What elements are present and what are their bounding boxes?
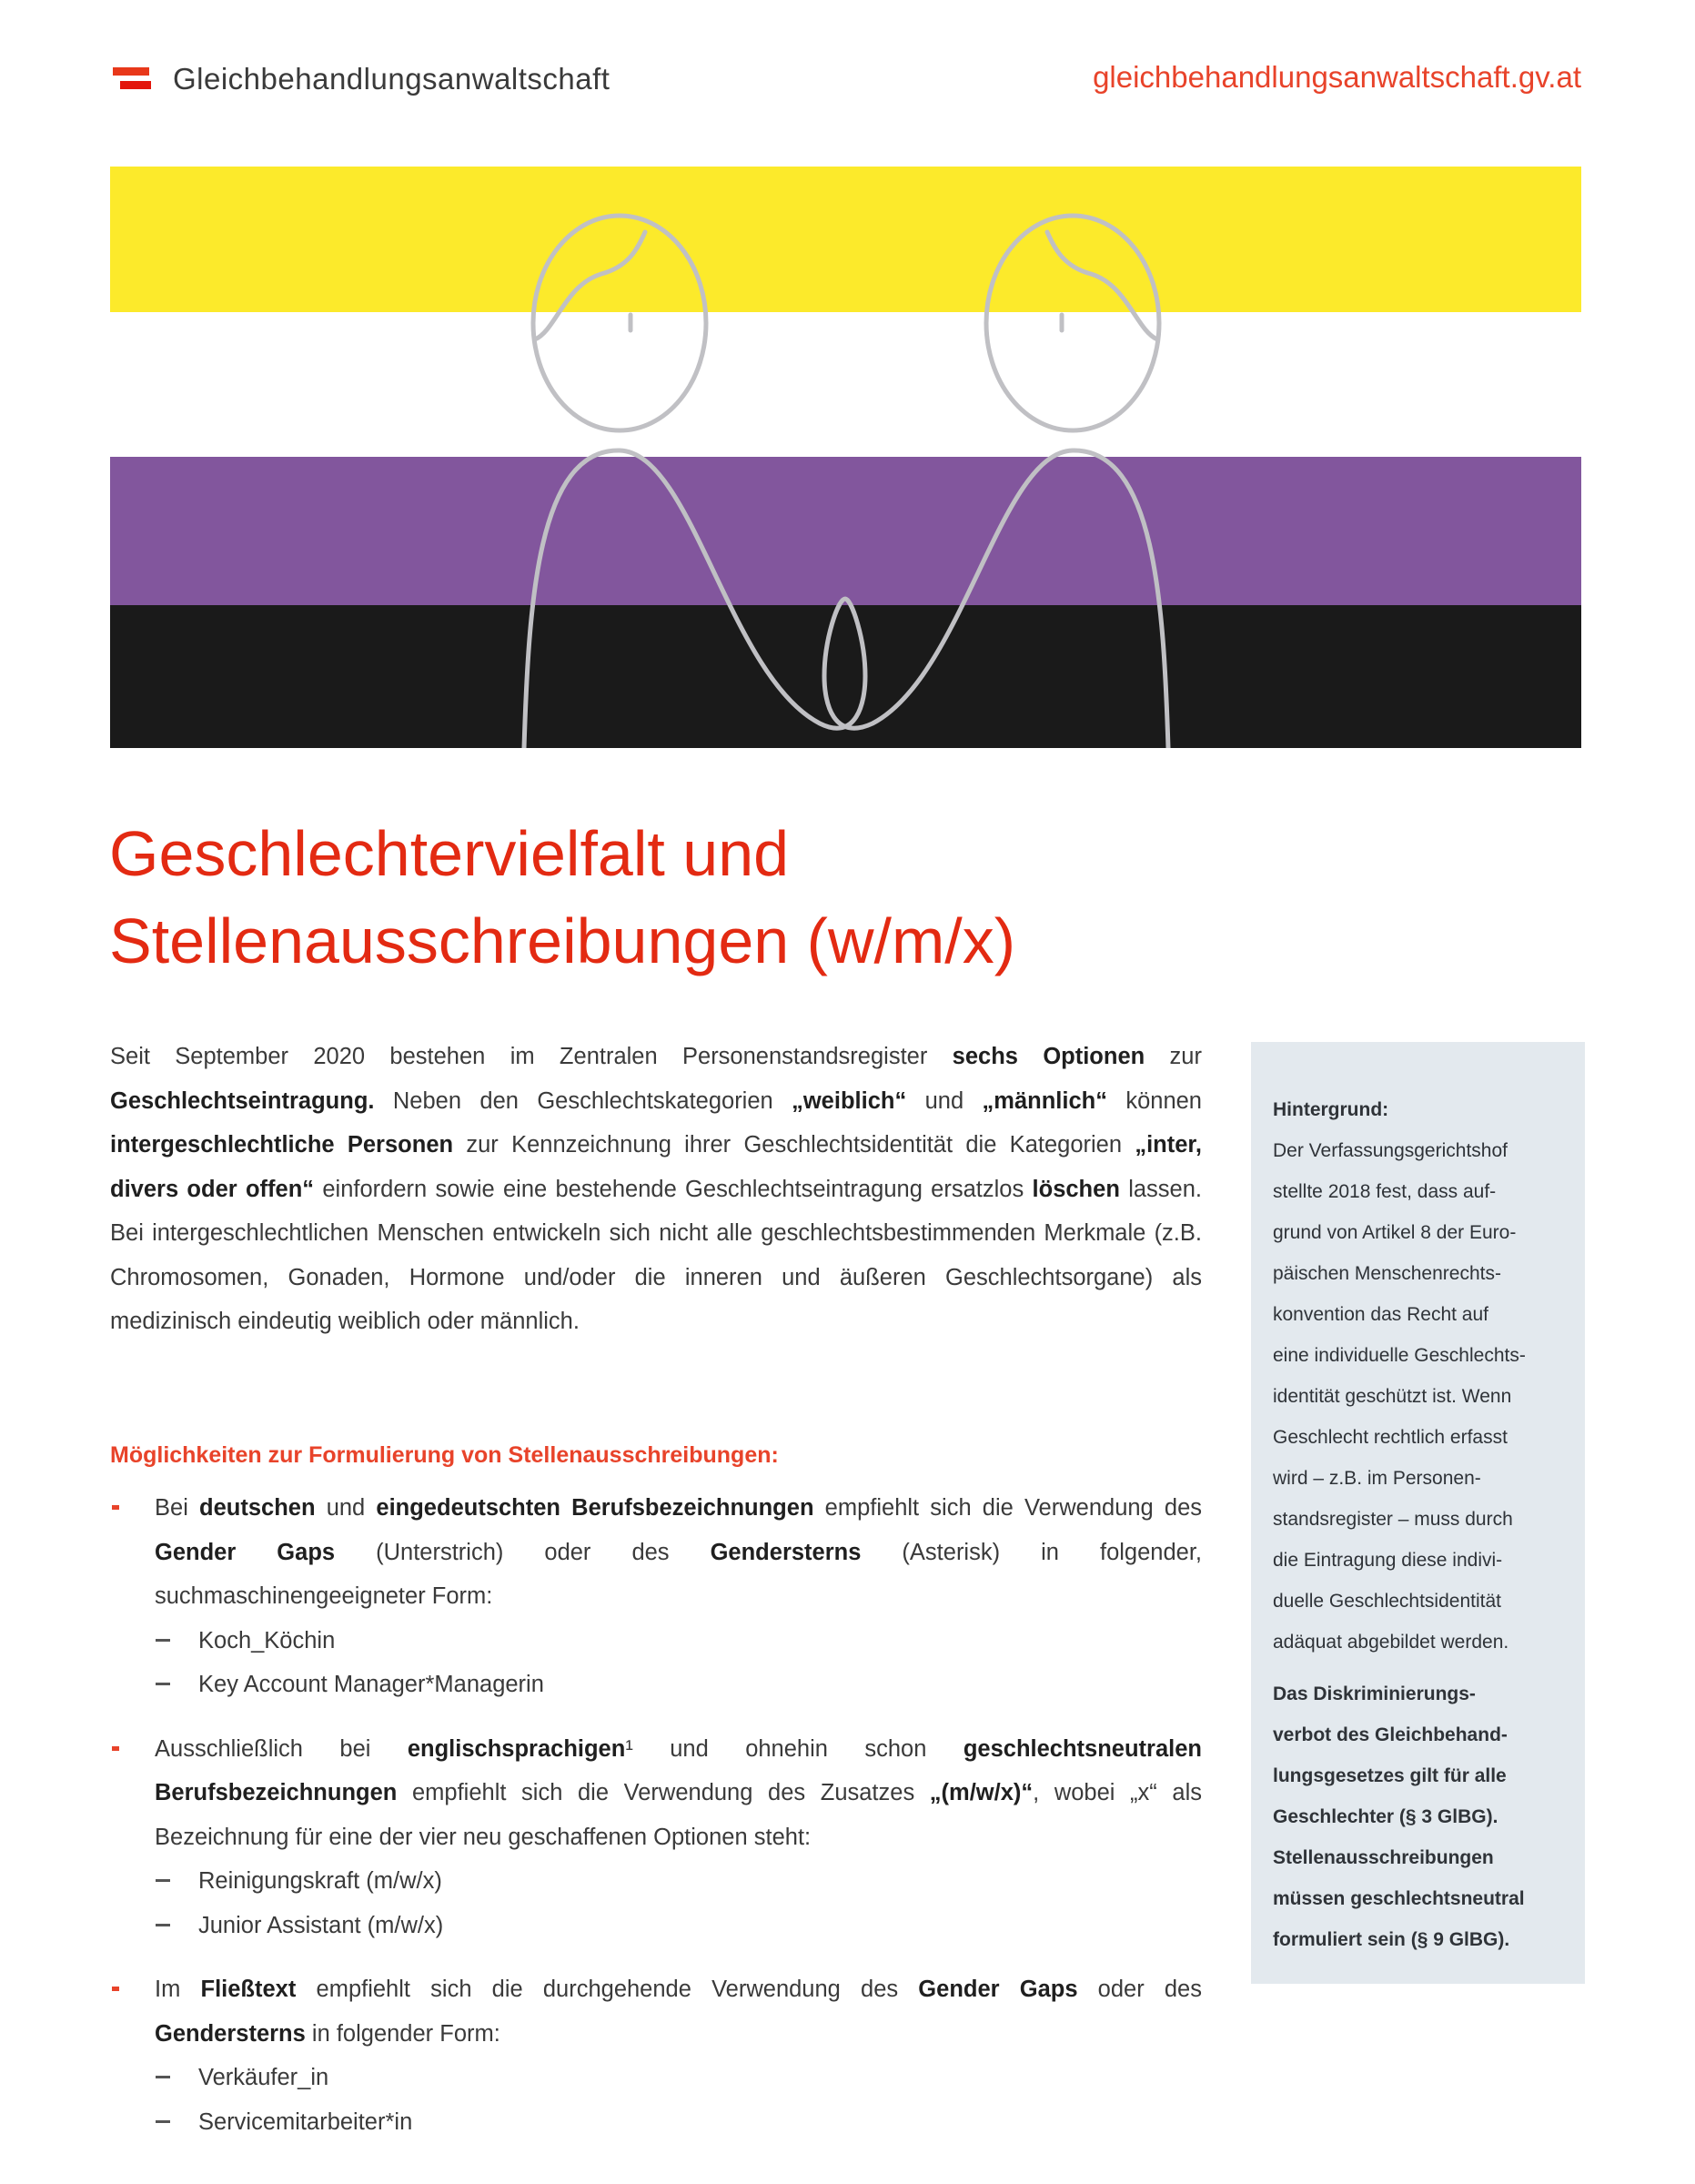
- bullet-text: [155, 1495, 1202, 1609]
- text-run: Bei: [155, 1495, 200, 1521]
- sidebar-text: [1273, 1130, 1567, 1663]
- list-item: [110, 1727, 1202, 1860]
- text-run: (Unterstrich) oder des: [335, 1539, 711, 1565]
- example-text: Koch_Köchin: [198, 1627, 336, 1653]
- text-run: Seit September 2020 bestehen im Zentralen Personenstandsregister: [110, 1044, 953, 1069]
- example-item: [110, 2056, 1202, 2100]
- sidebar-line: päischen Menschenrechts-: [1273, 1263, 1501, 1284]
- emphasis-text: deutschen: [199, 1495, 316, 1521]
- dash-icon: [156, 2076, 170, 2078]
- sidebar-line: müssen geschlechtsneutral: [1273, 1888, 1525, 1909]
- emphasis-text: „(m/w/x)“: [929, 1780, 1034, 1805]
- text-run: (Asterisk) in folgender, suchmaschinengeeigneter Form:: [155, 1539, 1202, 1609]
- sidebar-line: stellte 2018 fest, dass auf-: [1273, 1181, 1497, 1202]
- emphasis-text: eingedeutschten Berufsbezeichnungen: [376, 1495, 814, 1521]
- example-item: [110, 2100, 1202, 2145]
- options-heading: Möglichkeiten zur Formulierung von Stellenausschreibungen:: [110, 1442, 779, 1468]
- dash-icon: [156, 2120, 170, 2123]
- text-run: Ausschließlich bei: [155, 1735, 408, 1762]
- dash-icon: [156, 1683, 170, 1685]
- list-item: [110, 1967, 1202, 2056]
- emphasis-text: „männlich“: [982, 1087, 1107, 1114]
- emphasis-text: geschlechtsneutralen Berufsbezeichnungen: [155, 1735, 1202, 1805]
- logo-stripe-top: [113, 67, 149, 76]
- emphasis-text: Gendersterns: [710, 1539, 862, 1565]
- sidebar-line: Das Diskriminierungs-: [1273, 1684, 1476, 1704]
- logo-stripe-bottom: [120, 81, 151, 89]
- emphasis-text: sechs Optionen: [952, 1044, 1145, 1069]
- dash-icon: [156, 1879, 170, 1882]
- emphasis-text: Gender Gaps: [155, 1539, 336, 1565]
- dash-icon: [156, 1639, 170, 1642]
- flag-stripe-white: [110, 312, 1581, 457]
- sidebar-line: wird – z.B. im Personen-: [1273, 1468, 1481, 1489]
- intro-paragraph: [110, 1035, 1202, 1344]
- text-run: und: [906, 1087, 983, 1114]
- sidebar-line: verbot des Gleichbehand-: [1273, 1724, 1508, 1745]
- flag-stripe-purple: [110, 457, 1581, 605]
- options-list: [110, 1486, 1202, 2144]
- text-run: empfiehlt sich die Verwendung des Zusatzes: [397, 1780, 930, 1805]
- example-item: [110, 1859, 1202, 1904]
- bullet-marker-icon: [112, 1987, 119, 1991]
- example-text: Reinigungskraft (m/w/x): [198, 1868, 442, 1894]
- background-info-box: [1251, 1042, 1585, 1984]
- text-run: ¹ und ohnehin schon: [625, 1735, 964, 1762]
- text-run: in folgender Form:: [305, 2020, 500, 2047]
- sidebar-line: duelle Geschlechtsidentität: [1273, 1591, 1501, 1612]
- example-item: [110, 1619, 1202, 1663]
- text-run: einfordern sowie eine bestehende Geschlechtseintragung ersatzlos: [314, 1176, 1033, 1202]
- text-run: empfiehlt sich die durchgehende Verwendung des: [296, 1977, 919, 2002]
- hero-illustration: [110, 167, 1581, 748]
- flag-stripe-yellow: [110, 167, 1581, 312]
- emphasis-text: „weiblich“: [792, 1087, 907, 1114]
- page-title: [109, 810, 1015, 985]
- title-line-1: Geschlechtervielfalt und: [109, 818, 790, 889]
- title-line-2: Stellenausschreibungen (w/m/x): [109, 905, 1016, 976]
- sidebar-line: identität geschützt ist. Wenn: [1273, 1386, 1512, 1407]
- emphasis-text: Gender Gaps: [918, 1977, 1078, 2002]
- text-run: , wobei „x“ als Bezeichnung für eine der vier neu geschaffenen Optionen steht:: [155, 1780, 1202, 1850]
- emphasis-text: löschen: [1032, 1176, 1120, 1202]
- sidebar-legal-note: [1273, 1673, 1567, 1960]
- organization-name: Gleichbehandlungsanwaltschaft: [173, 62, 610, 96]
- sidebar-line: Der Verfassungsgerichtshof: [1273, 1140, 1508, 1161]
- emphasis-text: „inter, divers oder offen“: [110, 1132, 1202, 1202]
- bullet-text: [155, 1736, 1202, 1850]
- text-run: zur: [1145, 1044, 1202, 1069]
- sidebar-line: adäquat abgebildet werden.: [1273, 1632, 1509, 1653]
- text-run: empfiehlt sich die Verwendung des: [813, 1495, 1202, 1521]
- emphasis-text: intergeschlechtliche Personen: [110, 1132, 454, 1158]
- text-run: oder des: [1077, 1977, 1202, 2002]
- emphasis-text: englischsprachigen: [407, 1735, 626, 1762]
- sidebar-line: lungsgesetzes gilt für alle: [1273, 1765, 1507, 1786]
- sidebar-line: Geschlechter (§ 3 GlBG).: [1273, 1806, 1498, 1827]
- text-run: können: [1106, 1087, 1202, 1114]
- sidebar-line: Geschlecht rechtlich erfasst: [1273, 1427, 1508, 1448]
- sidebar-line: grund von Artikel 8 der Euro-: [1273, 1222, 1517, 1243]
- bullet-marker-icon: [112, 1746, 119, 1751]
- bullet-marker-icon: [112, 1505, 119, 1510]
- emphasis-text: Fließtext: [200, 1977, 297, 2002]
- sidebar-line: eine individuelle Geschlechts-: [1273, 1345, 1526, 1366]
- website-link[interactable]: gleichbehandlungsanwaltschaft.gv.at: [1093, 60, 1581, 94]
- sidebar-line: die Eintragung diese indivi-: [1273, 1550, 1503, 1571]
- example-item: [110, 1663, 1202, 1707]
- emphasis-text: Gendersterns: [155, 2020, 306, 2047]
- text-run: lassen. Bei intergeschlechtlichen Menschen entwickeln sich nicht alle geschlechtsbestimmenden Merkmale (z.B. Chromosomen, Gonaden, Hormone und/oder die inneren und äußeren Geschlechtsorgane) als medizinisch eindeutig weiblich oder männlich.: [110, 1176, 1202, 1334]
- sidebar-line: standsregister – muss durch: [1273, 1509, 1513, 1530]
- example-item: [110, 1904, 1202, 1948]
- sidebar-line: konvention das Recht auf: [1273, 1304, 1488, 1325]
- sidebar-line: Stellenausschreibungen: [1273, 1847, 1494, 1868]
- sidebar-heading: Hintergrund:: [1273, 1099, 1389, 1120]
- example-text: Junior Assistant (m/w/x): [198, 1912, 444, 1938]
- text-run: Im: [155, 1977, 201, 2002]
- emphasis-text: Geschlechtseintragung.: [110, 1087, 375, 1114]
- text-run: zur Kennzeichnung ihrer Geschlechtsidentität die Kategorien: [453, 1132, 1135, 1158]
- example-text: Key Account Manager*Managerin: [198, 1672, 544, 1697]
- dash-icon: [156, 1924, 170, 1926]
- sidebar-line: formuliert sein (§ 9 GlBG).: [1273, 1929, 1510, 1950]
- text-run: und: [315, 1495, 377, 1521]
- list-item: [110, 1486, 1202, 1619]
- example-text: Verkäufer_in: [198, 2065, 329, 2090]
- bullet-text: [155, 1977, 1202, 2047]
- austrian-flag-stripes-icon: [113, 67, 153, 91]
- text-run: Neben den Geschlechtskategorien: [374, 1087, 792, 1114]
- example-text: Servicemitarbeiter*in: [198, 2108, 413, 2135]
